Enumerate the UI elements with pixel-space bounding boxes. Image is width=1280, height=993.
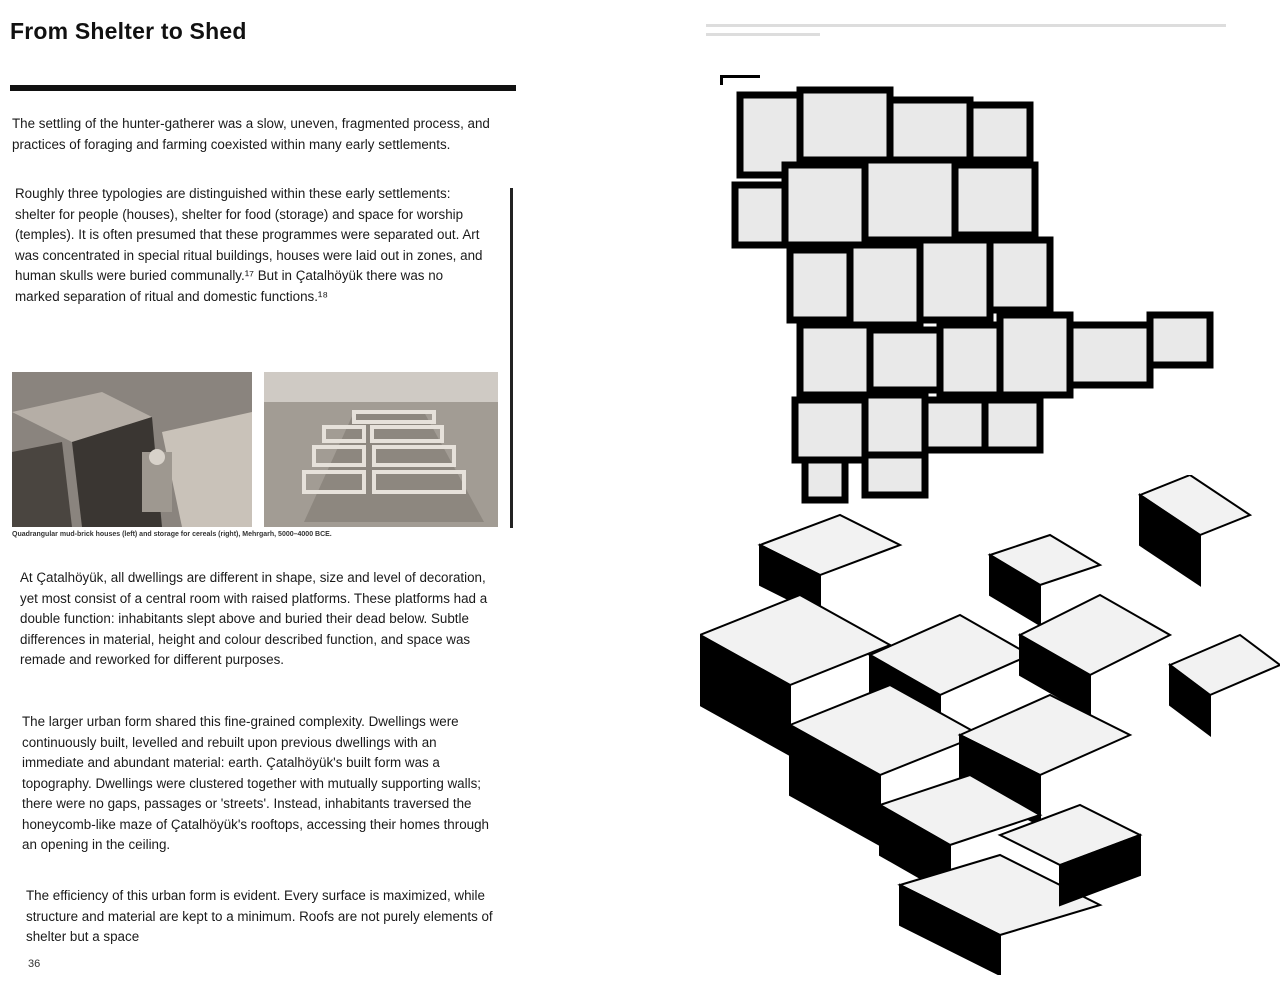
catalhoyuk-axonometric-drawing	[700, 475, 1280, 975]
paragraph-4: The larger urban form shared this fine-grained complexity. Dwellings were continuously built, levelled and rebuilt upon previous dwellings with an immediate and abundant material: earth. Çatalhöyük's built form was a topography. Dwellings were clustered together with mutually supporting walls; there were no gaps, passages or 'streets'. Instead, inhabitants traversed the honeycomb-like maze of Çatalhöyük's rooftops, accessing their homes through an opening in the ceiling.	[22, 714, 490, 852]
photo-cereal-storage	[264, 372, 498, 527]
paragraph-2: Roughly three typologies are distinguished within these early settlements: shelter for people (houses), shelter for food (storage) and space for worship (temples). It is often presumed that these programmes were separated out. Art was concentrated in special ritual buildings, houses were laid out in zones, and human skulls were buried communally.¹⁷ But in Çatalhöyük there was no marked separation of ritual and domestic functions.¹⁸	[15, 186, 483, 304]
paragraph-5: The efficiency of this urban form is evident. Every surface is maximized, while structure and material are kept to a minimum. Roofs are not purely elements of shelter but a space	[26, 888, 493, 944]
paragraph-1: The settling of the hunter-gatherer was a slow, uneven, fragmented process, and practices of foraging and farming coexisted within many early settlements.	[12, 116, 490, 152]
paragraph-3: At Çatalhöyük, all dwellings are different in shape, size and level of decoration, yet most consist of a central room with raised platforms. These platforms had a double function: inhabitants slept above and buried their dead below. Subtle differences in material, height and colour described function, and space was remade and reworked for different purposes.	[20, 570, 488, 667]
illegible-caption	[706, 24, 1226, 42]
page-title: From Shelter to Shed	[10, 18, 247, 44]
title-rule	[10, 85, 516, 91]
page-number: 36	[28, 958, 41, 970]
photo-caption: Quadrangular mud-brick houses (left) and storage for cereals (right), Mehrgarh, 5000–4000 BCE.	[12, 531, 332, 538]
photo-mud-brick-houses	[12, 372, 252, 527]
right-page	[640, 0, 1280, 993]
catalhoyuk-site-plan	[720, 75, 1240, 505]
margin-rule	[510, 188, 513, 528]
